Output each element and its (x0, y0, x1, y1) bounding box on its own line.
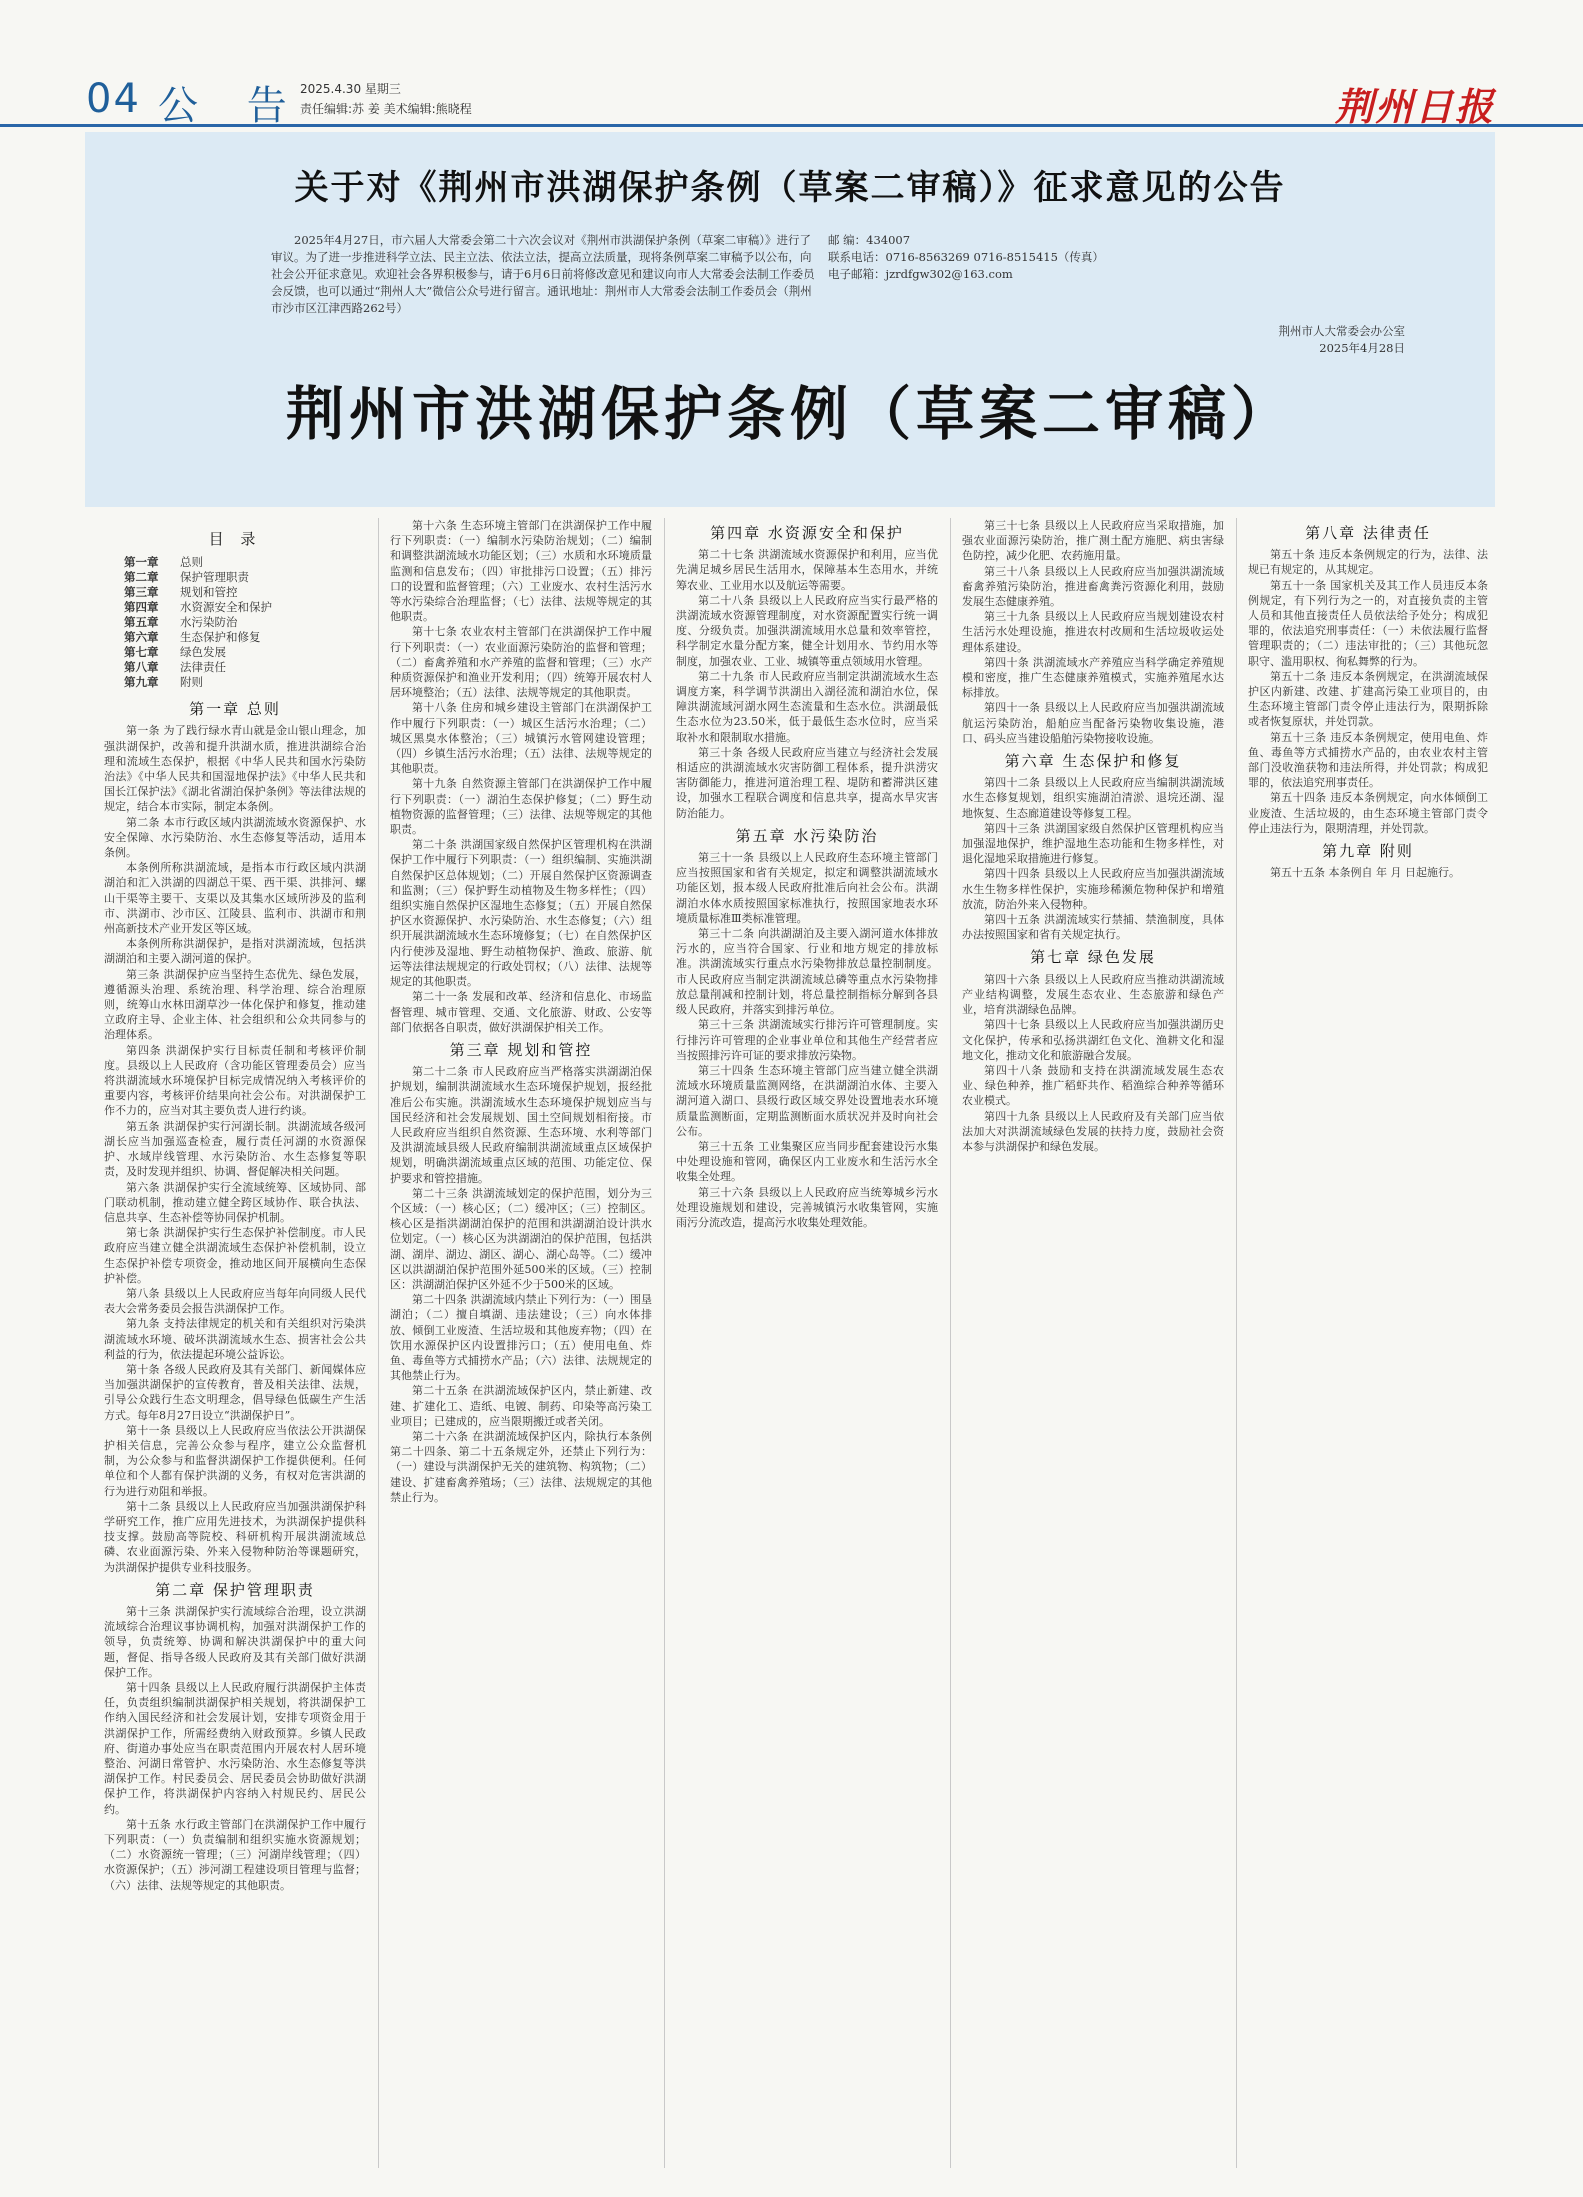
chapter-heading: 第六章 生态保护和修复 (1004, 752, 1182, 771)
article: 第四十五条 洪湖流域实行禁捕、禁渔制度，具体办法按照国家和省有关规定执行。 (962, 913, 1224, 942)
chapter-heading: 第五章 水污染防治 (735, 826, 879, 845)
chapter-heading: 第三章 规划和管控 (449, 1040, 593, 1059)
notice-contact (828, 232, 1128, 283)
chapter-heading: 第九章 附则 (1322, 842, 1414, 861)
article: 第四十一条 县级以上人民政府应当加强洪湖流域航运污染防治，船舶应当配备污染物收集设施，港口、码头应当建设船舶污染物接收设施。 (962, 701, 1224, 745)
article: 第四十二条 县级以上人民政府应当编制洪湖流域水生态修复规划，组织实施湖泊清淤、退垸还湖、湿地恢复、生态廊道建设等修复工程。 (962, 776, 1224, 820)
article: 第五十五条 本条例自 年 月 日起施行。 (1270, 866, 1460, 880)
article: 第三十七条 县级以上人民政府应当采取措施，加强农业面源污染防治，推广测土配方施肥、病虫害绿色防控，减少化肥、农药施用量。 (962, 519, 1224, 563)
masthead (0, 0, 1583, 127)
toc-item: 第八章 法律责任 (124, 660, 226, 675)
article: 第五十条 违反本条例规定的行为，法律、法规已有规定的，从其规定。 (1248, 548, 1488, 577)
toc-item: 第七章 绿色发展 (124, 645, 226, 660)
article: 第十条 各级人民政府及其有关部门、新闻媒体应当加强洪湖保护的宣传教育，普及相关法律、法规，引导公众践行生态文明理念，倡导绿色低碳生产生活方式。每年8月27日设立“洪湖保护日”。 (104, 1362, 366, 1422)
article: 第四十四条 县级以上人民政府应当加强洪湖流域水生生物多样性保护，实施珍稀濒危物种保护和增殖放流，防治外来入侵物种。 (962, 867, 1224, 911)
article: 第四十条 洪湖流域水产养殖应当科学确定养殖规模和密度，推广生态健康养殖模式，实施养殖尾水达标排放。 (962, 655, 1224, 700)
column-2 (390, 518, 652, 2168)
article: 第三十六条 县级以上人民政府应当统筹城乡污水处理设施规划和建设，完善城镇污水收集管网，实施雨污分流改造，提高污水收集处理效能。 (676, 1185, 938, 1229)
article: 第五条 洪湖保护实行河湖长制。洪湖流域各级河湖长应当加强巡查检查，履行责任河湖的水资源保护、水域岸线管理、水污染防治、水生态修复等职责，及时发现并组织、协调、督促解决相关问题。 (104, 1119, 366, 1179)
column-4 (962, 518, 1224, 2168)
article: 第一条 为了践行绿水青山就是金山银山理念，加强洪湖保护，改善和提升洪湖水质，推进洪湖综合治理和流域生态保护，根据《中华人民共和国水污染防治法》《中华人民共和国湿地保护法》《中华人民共和国长江保护法》《湖北省湖泊保护条例》等法律法规的规定，结合本市实际，制定本条例。 (104, 724, 366, 814)
article: 本条例所称洪湖保护，是指对洪湖流域，包括洪湖湖泊和主要入湖河道的保护。 (104, 937, 366, 966)
notice-title: 关于对《荆州市洪湖保护条例（草案二审稿）》征求意见的公告 (294, 168, 1286, 208)
article: 第三十一条 县级以上人民政府生态环境主管部门应当按照国家和省有关规定，拟定和调整洪湖流域水功能区划，报本级人民政府批准后向社会公布。洪湖湖泊水体水质按照国家标准执行，按照国家地表水环境质量标准Ⅲ类标准管理。 (676, 851, 938, 925)
article: 第十五条 水行政主管部门在洪湖保护工作中履行下列职责：（一）负责编制和组织实施水资源规划；（二）水资源统一管理；（三）河湖岸线管理；（四）水资源保护；（五）涉河湖工程建设项目管理与监督；（六）法律、法规等规定的其他职责。 (104, 1817, 366, 1892)
toc-item: 第九章 附则 (124, 675, 203, 690)
article: 第十四条 县级以上人民政府履行洪湖保护主体责任，负责组织编制洪湖保护相关规划，将洪湖保护工作纳入国民经济和社会发展计划，安排专项资金用于洪湖保护工作，所需经费纳入财政预算。乡镇人民政府、街道办事处应当在职责范围内开展农村人居环境整治、河湖日常管护、水污染防治、水生态修复等洪湖保护工作。村民委员会、居民委员会协助做好洪湖保护工作，将洪湖保护内容纳入村规民约、居民公约。 (104, 1681, 366, 1816)
article: 第二十三条 洪湖流域划定的保护范围，划分为三个区域：（一）核心区；（二）缓冲区；（三）控制区。核心区是指洪湖湖泊保护的范围和洪湖湖泊设计洪水位划定。（一）核心区为洪湖湖泊的保护范围，包括洪湖、湖岸、湖边、湖区、湖心、湖心岛等。（二）缓冲区以洪湖湖泊保护范围外延500米的区域。（三）控制区：洪湖湖泊保护区外延不少于500米的区域。 (390, 1186, 652, 1291)
article: 第三十九条 县级以上人民政府应当规划建设农村生活污水处理设施，推进农村改厕和生活垃圾收运处理体系建设。 (962, 610, 1224, 654)
article: 第四十八条 鼓励和支持在洪湖流域发展生态农业、绿色种养，推广稻虾共作、稻渔综合种养等循环农业模式。 (962, 1063, 1224, 1108)
article: 第五十三条 违反本条例规定，使用电鱼、炸鱼、毒鱼等方式捕捞水产品的，由农业农村主管部门没收渔获物和违法所得，并处罚款；构成犯罪的，依法追究刑事责任。 (1248, 730, 1488, 790)
article: 第十八条 住房和城乡建设主管部门在洪湖保护工作中履行下列职责：（一）城区生活污水治理；（二）城区黑臭水体整治；（三）城镇污水管网建设管理；（四）乡镇生活污水治理；（五）法律、法规等规定的其他职责。 (390, 701, 652, 776)
chapter-heading: 第八章 法律责任 (1305, 524, 1431, 542)
article: 第三十四条 生态环境主管部门应当建立健全洪湖流域水环境质量监测网络，在洪湖湖泊水体、主要入湖河道入湖口、县级行政区域交界处设置地表水环境质量监测断面，定期监测断面水质状况并及时向社会公布。 (676, 1063, 938, 1138)
document-title: 荆州市洪湖保护条例（草案二审稿） (285, 380, 1294, 448)
article: 第十九条 自然资源主管部门在洪湖保护工作中履行下列职责：（一）湖泊生态保护修复；（二）野生动植物资源的监督管理；（三）法律、法规等规定的其他职责。 (390, 777, 652, 837)
article: 第三十条 各级人民政府应当建立与经济社会发展相适应的洪湖流域水灾害防御工程体系，提升洪涝灾害防御能力，推进河道治理工程、堤防和蓄滞洪区建设，加强水工程联合调度和信息共享，提高水旱灾害防治能力。 (676, 745, 938, 820)
table-of-contents (124, 555, 366, 690)
article: 第六条 洪湖保护实行全流域统筹、区域协同、部门联动机制，推动建立健全跨区域协作、联合执法、信息共享、生态补偿等协同保护机制。 (104, 1180, 366, 1224)
article: 第十三条 洪湖保护实行流域综合治理，设立洪湖流域综合治理议事协调机构，加强对洪湖保护工作的领导，负责统筹、协调和解决洪湖保护中的重大问题，督促、指导各级人民政府及其有关部门做好洪湖保护工作。 (104, 1604, 366, 1679)
editor-credits: 责任编辑:苏 姜 美术编辑:熊晓程 (300, 102, 472, 116)
column-3 (676, 518, 938, 2168)
article: 第二十七条 洪湖流域水资源保护和利用，应当优先满足城乡居民生活用水，保障基本生态用水，并统筹农业、工业用水以及航运等需要。 (676, 548, 938, 592)
toc-item: 第六章 生态保护和修复 (124, 630, 261, 645)
sign-date: 2025年4月28日 (1319, 341, 1405, 355)
postcode: 邮 编：434007 (828, 233, 911, 247)
article: 第四十九条 县级以上人民政府及有关部门应当依法加大对洪湖流域绿色发展的扶持力度，鼓励社会资本参与洪湖保护和绿色发展。 (962, 1109, 1224, 1153)
article: 第四十三条 洪湖国家级自然保护区管理机构应当加强湿地保护，维护湿地生态功能和生物多样性，对退化湿地采取措施进行修复。 (962, 821, 1224, 866)
toc-item: 第二章 保护管理职责 (124, 570, 249, 585)
article: 第三十三条 洪湖流域实行排污许可管理制度。实行排污许可管理的企业事业单位和其他生产经营者应当按照排污许可证的要求排放污染物。 (676, 1018, 938, 1062)
article: 第四十六条 县级以上人民政府应当推动洪湖流域产业结构调整，发展生态农业、生态旅游和绿色产业，培育洪湖绿色品牌。 (962, 972, 1224, 1017)
article: 本条例所称洪湖流域，是指本市行政区域内洪湖湖泊和汇入洪湖的四湖总干渠、西干渠、洪排河、螺山干渠等主要干、支渠以及其集水区域所涉及的监利市、洪湖市、沙市区、江陵县、监利市、洪湖市和荆州高新技术产业开发区等区域。 (104, 861, 366, 936)
article: 第四条 洪湖保护实行目标责任制和考核评价制度。县级以上人民政府（含功能区管理委员会）应当将洪湖流域水环境保护目标完成情况纳入考核评价的重要内容，考核评价结果向社会公布。对洪湖保护工作不力的，应当对其主要负责人进行约谈。 (104, 1043, 366, 1118)
article: 第二十八条 县级以上人民政府应当实行最严格的洪湖流域水资源管理制度，对水资源配置实行统一调度、分级负责。加强洪湖流域用水总量和效率管控，科学制定水量分配方案，健全计划用水、节约用水等制度，加强农业、工业、城镇等重点领域用水管理。 (676, 593, 938, 668)
section-name: 公 告 (158, 83, 305, 129)
article: 第十六条 生态环境主管部门在洪湖保护工作中履行下列职责：（一）编制水污染防治规划；（二）编制和调整洪湖流域水功能区划；（三）水质和水环境质量监测和信息发布；（四）审批排污口设置；（五）排污口的设置和监督管理；（六）工业废水、农村生活污水等水污染综合治理监督；（七）法律、法规等规定的其他职责。 (390, 519, 652, 624)
article: 第四十七条 县级以上人民政府应当加强洪湖历史文化保护，传承和弘扬洪湖红色文化、渔耕文化和湿地文化，推动文化和旅游融合发展。 (962, 1018, 1224, 1062)
notice-block (85, 132, 1495, 507)
article: 第三十五条 工业集聚区应当同步配套建设污水集中处理设施和管网，确保区内工业废水和生活污水全收集全处理。 (676, 1139, 938, 1184)
article: 第三十二条 向洪湖湖泊及主要入湖河道水体排放污水的，应当符合国家、行业和地方规定的排放标准。洪湖流域实行重点水污染物排放总量控制制度。市人民政府应当制定洪湖流域总磷等重点水污染物排放总量削减和控制计划，将总量控制指标分解到各县级人民政府，并落实到排污单位。 (676, 927, 938, 1017)
article: 第二十九条 市人民政府应当制定洪湖流域水生态调度方案，科学调节洪湖出入湖径流和湖泊水位，保障洪湖流域河湖水网生态流量和生态水位。洪湖最低生态水位为23.50米，低于最低生态水位时，应当采取补水和限制取水措施。 (676, 669, 938, 744)
article: 第二条 本市行政区域内洪湖流域水资源保护、水安全保障、水污染防治、水生态修复等活动，适用本条例。 (104, 815, 366, 860)
notice-body: 2025年4月27日，市六届人大常委会第二十六次会议对《荆州市洪湖保护条例（草案二审稿）》进行了审议。为了进一步推进科学立法、民主立法、依法立法，提高立法质量，现将条例草案二审稿予以公布，向社会公开征求意见。欢迎社会各界积极参与，请于6月6日前将修改意见和建议向市人大常委会法制工作委员会反馈，也可以通过“荆州人大”微信公众号进行留言。通讯地址：荆州市人大常委会法制工作委员会（荆州市沙市区江津西路262号） (271, 233, 815, 315)
article: 第二十一条 发展和改革、经济和信息化、市场监督管理、城市管理、交通、文化旅游、财政、公安等部门依据各自职责，做好洪湖保护相关工作。 (390, 990, 652, 1034)
chapter-heading: 第七章 绿色发展 (1030, 948, 1156, 967)
article: 第十一条 县级以上人民政府应当依法公开洪湖保护相关信息，完善公众参与程序，建立公众监督机制，为公众参与和监督洪湖保护工作提供便利。任何单位和个人都有保护洪湖的义务，有权对危害洪湖的行为进行劝阻和举报。 (104, 1423, 366, 1498)
article: 第十二条 县级以上人民政府应当加强洪湖保护科学研究工作，推广应用先进技术，为洪湖保护提供科技支撑。鼓励高等院校、科研机构开展洪湖流域总磷、农业面源污染、外来入侵物种防治等课题研究，为洪湖保护提供专业科技服务。 (104, 1499, 366, 1574)
chapter-heading: 第四章 水资源安全和保护 (710, 524, 904, 542)
article: 第三十八条 县级以上人民政府应当加强洪湖流域畜禽养殖污染防治，推进畜禽粪污资源化利用，鼓励发展生态健康养殖。 (962, 564, 1224, 609)
article: 第二十五条 在洪湖流域保护区内，禁止新建、改建、扩建化工、造纸、电镀、制药、印染等高污染工业项目；已建成的，应当限期搬迁或者关闭。 (390, 1384, 652, 1428)
toc-heading: 目 录 (208, 530, 262, 548)
article: 第九条 支持法律规定的机关和有关组织对污染洪湖流域水环境、破坏洪湖流域水生态、损害社会公共利益的行为，依法提起环境公益诉讼。 (104, 1317, 366, 1361)
email: 电子邮箱：jzrdfgw302@163.com (828, 267, 1013, 281)
column-1 (104, 518, 366, 2168)
chapter-heading: 第二章 保护管理职责 (155, 1580, 315, 1599)
article: 第五十二条 违反本条例规定，在洪湖流域保护区内新建、改建、扩建高污染工业项目的，由生态环境主管部门责令停止违法行为，限期拆除或者恢复原状，并处罚款。 (1248, 669, 1488, 729)
toc-item: 第一章 总则 (124, 555, 203, 570)
newspaper-logo: 荆州日报 (1334, 84, 1495, 129)
column-divider (950, 518, 951, 2168)
chapter-heading: 第一章 总则 (189, 700, 281, 719)
article: 第八条 县级以上人民政府应当每年向同级人民代表大会常务委员会报告洪湖保护工作。 (104, 1286, 366, 1316)
signer: 荆州市人大常委会办公室 (1278, 324, 1405, 338)
article: 第二十六条 在洪湖流域保护区内，除执行本条例第二十四条、第二十五条规定外，还禁止下列行为：（一）建设与洪湖保护无关的建筑物、构筑物；（二）建设、扩建畜禽养殖场；（三）法律、法规规定的其他禁止行为。 (390, 1429, 652, 1504)
article: 第十七条 农业农村主管部门在洪湖保护工作中履行下列职责：（一）农业面源污染防治的监督和管理；（二）畜禽养殖和水产养殖的监督和管理；（三）水产种质资源保护和渔业开发利用；（四）统筹开展农村人居环境整治；（五）法律、法规等规定的其他职责。 (390, 625, 652, 700)
column-divider (1236, 518, 1237, 2168)
toc-item: 第五章 水污染防治 (124, 615, 238, 630)
article: 第七条 洪湖保护实行生态保护补偿制度。市人民政府应当建立健全洪湖流域生态保护补偿机制，设立生态保护补偿专项资金，推动地区间开展横向生态保护补偿。 (104, 1226, 366, 1285)
phone: 联系电话：0716-8563269 0716-8515415（传真） (828, 250, 1104, 264)
article: 第五十一条 国家机关及其工作人员违反本条例规定，有下列行为之一的，对直接负责的主管人员和其他直接责任人员依法给予处分；构成犯罪的，依法追究刑事责任：（一）未依法履行监督管理职责的；（二）违法审批的；（三）其他玩忽职守、滥用职权、徇私舞弊的行为。 (1248, 578, 1488, 668)
page-number: 04 (86, 76, 141, 122)
article: 第五十四条 违反本条例规定，向水体倾倒工业废渣、生活垃圾的，由生态环境主管部门责令停止违法行为，限期清理，并处罚款。 (1248, 791, 1488, 835)
column-divider (664, 518, 665, 2168)
column-divider (378, 518, 379, 2168)
toc-item: 第四章 水资源安全和保护 (124, 600, 272, 615)
article: 第三条 洪湖保护应当坚持生态优先、绿色发展，遵循源头治理、系统治理、科学治理、综合治理原则，统筹山水林田湖草沙一体化保护和修复，推动建立政府主导、企业主体、社会组织和公众共同参与的治理体系。 (104, 967, 366, 1042)
column-5 (1248, 518, 1488, 2168)
issue-date: 2025.4.30 星期三 (300, 82, 401, 96)
article: 第二十四条 洪湖流域内禁止下列行为：（一）围垦湖泊；（二）擅自填湖、违法建设；（三）向水体排放、倾倒工业废渣、生活垃圾和其他废弃物；（四）在饮用水源保护区内设置排污口；（五）使用电鱼、炸鱼、毒鱼等方式捕捞水产品；（六）法律、法规规定的其他禁止行为。 (390, 1293, 652, 1383)
toc-item: 第三章 规划和管控 (124, 585, 238, 600)
notice-signature (1279, 323, 1406, 357)
article: 第二十条 洪湖国家级自然保护区管理机构在洪湖保护工作中履行下列职责：（一）组织编制、实施洪湖自然保护区总体规划；（二）开展自然保护区资源调查和监测；（三）保护野生动植物及生物多样性；（四）组织实施自然保护区湿地生态修复；（五）开展自然保护区水资源保护、水污染防治、水生态修复；（六）组织开展洪湖流域水生态环境修复；（七）在自然保护区内行使涉及湿地、野生动植物保护、渔政、旅游、航运等法律法规规定的行政处罚权；（八）法律、法规等规定的其他职责。 (390, 838, 652, 989)
article: 第二十二条 市人民政府应当严格落实洪湖湖泊保护规划，编制洪湖流域水生态环境保护规划，报经批准后公布实施。洪湖流域水生态环境保护规划应当与国民经济和社会发展规划、国土空间规划相衔接。市人民政府应当组织自然资源、生态环境、水利等部门及洪湖流域县级人民政府编制洪湖流域重点区域保护规划，明确洪湖流域重点区域的范围、功能定位、保护要求和管控措施。 (390, 1065, 652, 1185)
